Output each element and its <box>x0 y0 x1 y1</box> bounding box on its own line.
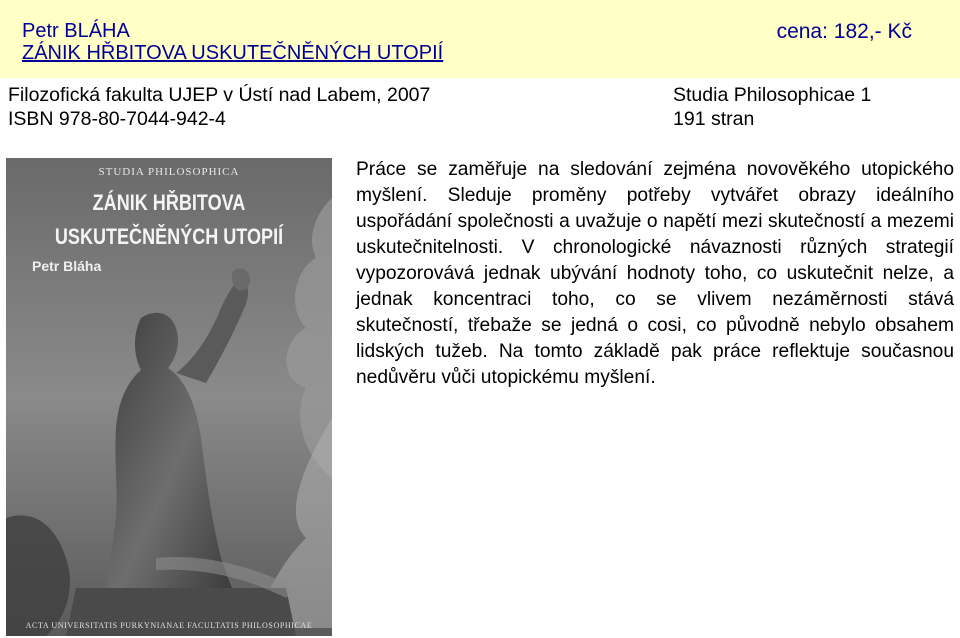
book-info <box>0 78 960 134</box>
author-name: Petr BLÁHA <box>22 20 130 42</box>
page-count: 191 stran <box>673 108 755 130</box>
series-line: Studia Philosophicae 1 <box>673 84 872 106</box>
cover-publisher-text: ACTA UNIVERSITATIS PURKYNIANAE FACULTATIS PHILOSOPHICAE <box>25 621 313 630</box>
book-cover-image <box>6 158 332 636</box>
cover-author-text: Petr Bláha <box>32 258 102 274</box>
cover-title-text: ZÁNIK HŘBITOVA USKUTEČNĚNÝCH UTOPIÍ <box>54 190 284 249</box>
cover-series-text: STUDIA PHILOSOPHICA <box>98 166 240 178</box>
header-band <box>0 0 960 78</box>
book-title-link[interactable]: ZÁNIK HŘBITOVA USKUTEČNĚNÝCH UTOPIÍ <box>22 42 444 64</box>
book-description: Práce se zaměřuje na sledování zejména novověkého utopického myšlení. Sleduje proměny potřeby vytvářet obrazy ideálního uspořádání společnosti a uvažuje o napětí mezi skutečností a mezemi uskutečnitelnosti. V chronologické návaznosti různých strategií vypozorovává jednak ubývání hodnoty toho, co uskutečnit nelze, a jednak koncentraci toho, co se vlivem nezáměrnosti stává skutečností, třebaže se jedná o cosi, co původně nebylo obsahem lidských tužeb. Na tomto základě pak práce reflektuje současnou nedůvěru vůči utopickému myšlení. <box>356 159 954 388</box>
publisher-line: Filozofická fakulta UJEP v Ústí nad Labem, 2007 <box>8 84 431 106</box>
price-label: cena: 182,- Kč <box>776 20 912 43</box>
isbn-line: ISBN 978-80-7044-942-4 <box>8 108 226 130</box>
